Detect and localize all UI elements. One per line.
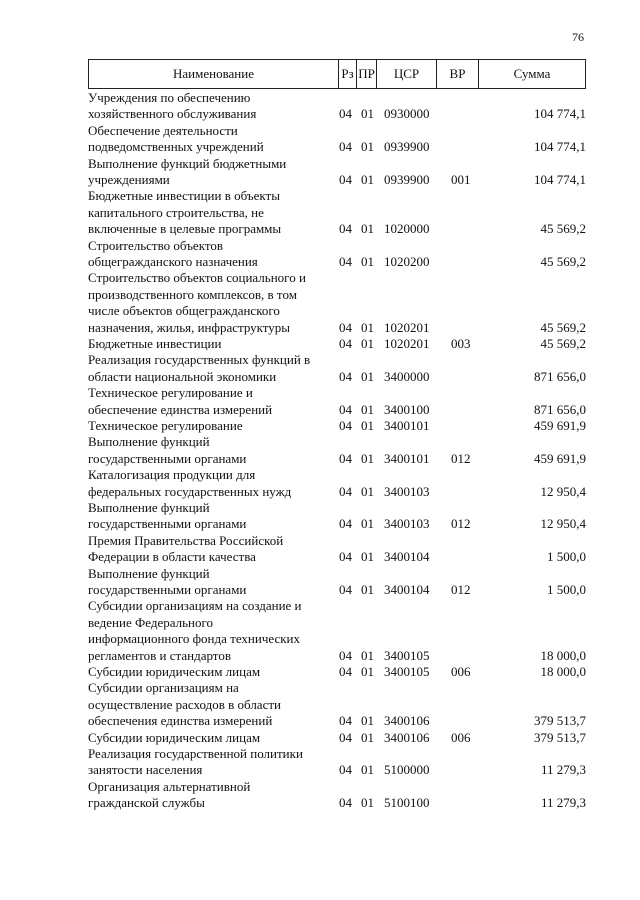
row-rz: 04 xyxy=(339,581,352,597)
row-pr: 01 xyxy=(361,253,374,269)
table-row xyxy=(0,664,640,680)
row-name: Премия Правительства Российской Федерации в области качества xyxy=(88,532,284,565)
row-vr: 012 xyxy=(451,450,471,466)
table-row xyxy=(0,418,640,434)
table-row xyxy=(0,566,640,599)
row-sum: 459 691,9 xyxy=(534,417,586,433)
row-pr: 01 xyxy=(361,647,374,663)
row-name: Обеспечение деятельности подведомственных учреждений xyxy=(88,122,264,155)
table-row xyxy=(0,336,640,352)
row-csr: 3400105 xyxy=(384,663,430,679)
row-csr: 3400103 xyxy=(384,516,430,532)
row-csr: 3400103 xyxy=(384,483,430,499)
row-pr: 01 xyxy=(361,483,374,499)
row-pr: 01 xyxy=(361,795,374,811)
row-sum: 379 513,7 xyxy=(534,713,586,729)
table-row xyxy=(0,352,640,385)
page-number: 76 xyxy=(572,30,584,44)
row-sum: 1 500,0 xyxy=(547,581,586,597)
header-pr: ПР xyxy=(357,60,377,88)
row-pr: 01 xyxy=(361,139,374,155)
row-sum: 871 656,0 xyxy=(534,401,586,417)
row-name: Организация альтернативной гражданской службы xyxy=(88,778,251,811)
row-sum: 104 774,1 xyxy=(534,171,586,187)
row-name: Субсидии юридическим лицам xyxy=(88,664,261,679)
row-sum: 459 691,9 xyxy=(534,450,586,466)
header-name: Наименование xyxy=(89,60,339,88)
row-sum: 45 569,2 xyxy=(540,319,586,335)
row-rz: 04 xyxy=(339,516,352,532)
row-sum: 45 569,2 xyxy=(540,253,586,269)
row-csr: 3400000 xyxy=(384,368,430,384)
row-rz: 04 xyxy=(339,139,352,155)
row-pr: 01 xyxy=(361,713,374,729)
row-name: Субсидии организациям на создание и ведение Федерального информационного фонда технических регламентов и стандартов xyxy=(88,598,302,663)
row-pr: 01 xyxy=(361,368,374,384)
row-rz: 04 xyxy=(339,729,352,745)
row-vr: 003 xyxy=(451,335,471,351)
row-sum: 45 569,2 xyxy=(540,221,586,237)
row-rz: 04 xyxy=(339,663,352,679)
row-rz: 04 xyxy=(339,417,352,433)
row-pr: 01 xyxy=(361,221,374,237)
row-sum: 12 950,4 xyxy=(540,516,586,532)
row-name: Субсидии юридическим лицам xyxy=(88,729,261,745)
row-vr: 001 xyxy=(451,171,471,187)
row-sum: 11 279,3 xyxy=(540,762,586,778)
row-csr: 3400106 xyxy=(384,729,430,745)
row-csr: 3400104 xyxy=(384,549,430,565)
row-name: Субсидии организациям на осуществление расходов в области обеспечения единства измерений xyxy=(88,680,281,729)
header-sum: Сумма xyxy=(513,66,551,81)
table-row xyxy=(0,156,640,189)
row-csr: 3400106 xyxy=(384,713,430,729)
row-vr: 012 xyxy=(451,581,471,597)
row-sum: 379 513,7 xyxy=(534,729,586,745)
table-row xyxy=(0,779,640,812)
row-sum: 18 000,0 xyxy=(540,663,586,679)
table-row xyxy=(0,238,640,271)
row-sum: 18 000,0 xyxy=(540,647,586,663)
table-row xyxy=(0,730,640,746)
row-name: Выполнение функций государственными органами xyxy=(88,500,247,532)
row-name: Строительство объектов общегражданского назначения xyxy=(88,237,258,269)
row-name: Выполнение функций бюджетными учреждениями xyxy=(88,155,287,187)
row-csr: 1020201 xyxy=(384,335,430,351)
row-sum: 45 569,2 xyxy=(540,335,586,351)
row-pr: 01 xyxy=(361,106,374,122)
row-rz: 04 xyxy=(339,483,352,499)
row-vr: 006 xyxy=(451,663,471,679)
row-vr: 012 xyxy=(451,516,471,532)
row-rz: 04 xyxy=(339,106,352,122)
table-row xyxy=(0,90,640,123)
row-sum: 104 774,1 xyxy=(534,106,586,122)
row-csr: 3400101 xyxy=(384,417,430,433)
row-name: Выполнение функций государственными органами xyxy=(88,434,247,466)
row-pr: 01 xyxy=(361,401,374,417)
row-rz: 04 xyxy=(339,713,352,729)
row-name: Бюджетные инвестиции xyxy=(88,336,222,351)
row-pr: 01 xyxy=(361,319,374,335)
row-rz: 04 xyxy=(339,253,352,269)
row-csr: 3400100 xyxy=(384,401,430,417)
row-name: Реализация государственных функций в области национальной экономики xyxy=(88,352,311,384)
row-pr: 01 xyxy=(361,171,374,187)
row-sum: 11 279,3 xyxy=(540,795,586,811)
header-rz: Рз xyxy=(339,60,357,88)
table-row xyxy=(0,680,640,729)
row-csr: 5100100 xyxy=(384,795,430,811)
row-rz: 04 xyxy=(339,795,352,811)
row-csr: 1020200 xyxy=(384,253,430,269)
header-csr: ЦСР xyxy=(377,60,437,88)
row-pr: 01 xyxy=(361,335,374,351)
row-rz: 04 xyxy=(339,319,352,335)
row-name: Строительство объектов социального и производственного комплексов, в том числе объектов общегражданского назначения, жилья, инфраструктуры xyxy=(88,270,306,335)
row-sum: 871 656,0 xyxy=(534,368,586,384)
row-name: Каталогизация продукции для федеральных государственных нужд xyxy=(88,467,292,499)
table-row xyxy=(0,123,640,156)
row-pr: 01 xyxy=(361,762,374,778)
table-row xyxy=(0,500,640,533)
row-csr: 3400101 xyxy=(384,450,430,466)
row-rz: 04 xyxy=(339,171,352,187)
row-name: Бюджетные инвестиции в объекты капитального строительства, не включенные в целевые программы xyxy=(88,188,282,237)
row-sum: 104 774,1 xyxy=(534,139,586,155)
row-rz: 04 xyxy=(339,647,352,663)
row-name: Техническое регулирование и обеспечение единства измерений xyxy=(88,385,273,417)
row-csr: 0939900 xyxy=(384,171,430,187)
table-row xyxy=(0,385,640,418)
row-rz: 04 xyxy=(339,368,352,384)
row-csr: 3400104 xyxy=(384,581,430,597)
table-row xyxy=(0,598,640,664)
row-pr: 01 xyxy=(361,663,374,679)
row-rz: 04 xyxy=(339,221,352,237)
row-sum: 1 500,0 xyxy=(547,549,586,565)
table-row xyxy=(0,270,640,336)
row-rz: 04 xyxy=(339,335,352,351)
row-rz: 04 xyxy=(339,401,352,417)
table-row xyxy=(0,533,640,566)
table-row xyxy=(0,467,640,500)
row-sum: 12 950,4 xyxy=(540,483,586,499)
row-vr: 006 xyxy=(451,729,471,745)
row-name: Выполнение функций государственными органами xyxy=(88,565,247,597)
table-row xyxy=(0,746,640,779)
row-csr: 5100000 xyxy=(384,762,430,778)
row-name: Учреждения по обеспечению хозяйственного обслуживания xyxy=(88,90,257,122)
row-rz: 04 xyxy=(339,450,352,466)
row-csr: 1020201 xyxy=(384,319,430,335)
row-pr: 01 xyxy=(361,417,374,433)
table-row xyxy=(0,188,640,237)
row-csr: 1020000 xyxy=(384,221,430,237)
table-row xyxy=(0,434,640,467)
row-pr: 01 xyxy=(361,450,374,466)
row-name: Реализация государственной политики занятости населения xyxy=(88,746,303,778)
table-header xyxy=(88,59,586,89)
row-pr: 01 xyxy=(361,729,374,745)
row-csr: 3400105 xyxy=(384,647,430,663)
row-pr: 01 xyxy=(361,549,374,565)
row-rz: 04 xyxy=(339,762,352,778)
row-name: Техническое регулирование xyxy=(88,418,243,433)
row-csr: 0939900 xyxy=(384,139,430,155)
row-rz: 04 xyxy=(339,549,352,565)
row-pr: 01 xyxy=(361,516,374,532)
header-vr: ВР xyxy=(437,60,479,88)
row-pr: 01 xyxy=(361,581,374,597)
row-csr: 0930000 xyxy=(384,106,430,122)
